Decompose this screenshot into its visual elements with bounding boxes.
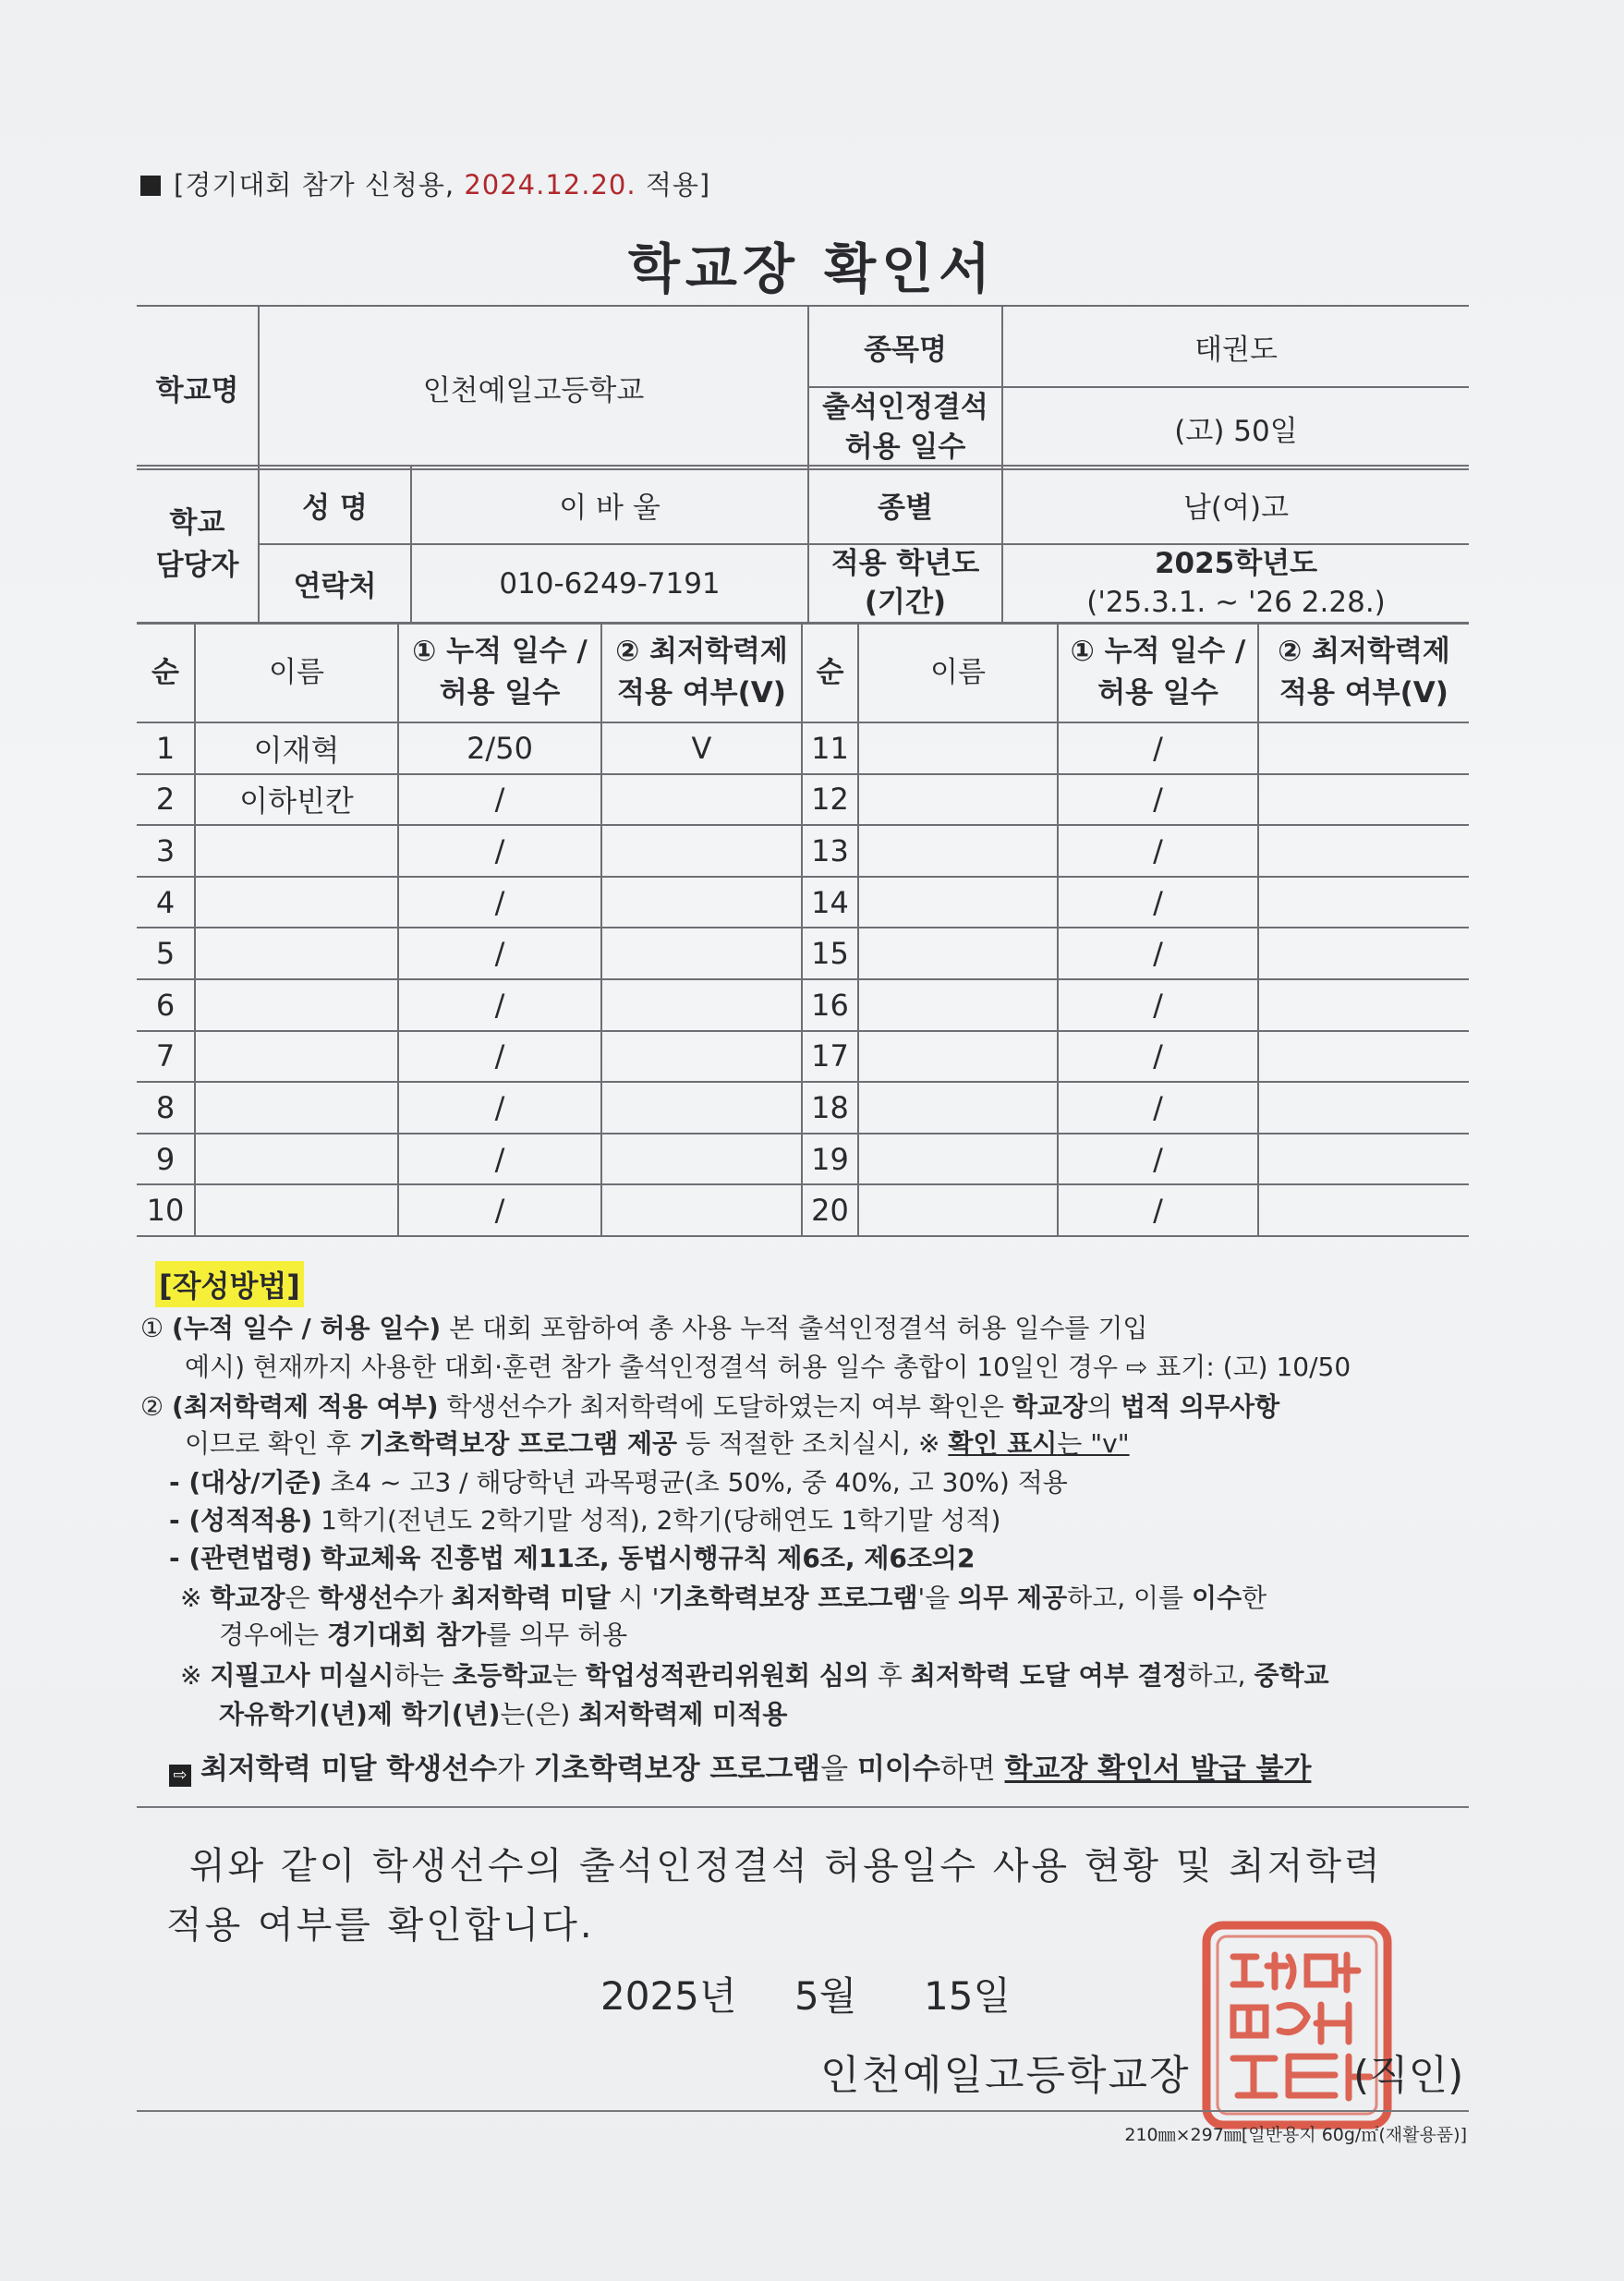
instruction-line-7: - (관련법령) 학교체육 진흥법 제11조, 동법시행규칙 제6조, 제6조의2: [169, 1543, 976, 1573]
table-row: [137, 774, 1469, 826]
roster-header-row: [137, 623, 1469, 722]
days-cell: /: [398, 928, 601, 979]
year-value: 2025학년도 ('25.3.1. ~ '26 2.28.): [1002, 544, 1469, 624]
row-no: 18: [802, 1082, 858, 1134]
principal-signature: 인천예일고등학교장: [820, 2052, 1191, 2099]
instruction-line-10: ※ 지필고사 미실시하는 초등학교는 학업성적관리위원회 심의 후 최저학력 도달 여부 결정하고, 중학교: [180, 1660, 1329, 1691]
instruction-line-6: - (성적적용) 1학기(전년도 2학기말 성적), 2학기(당해연도 1학기말 성적): [169, 1505, 1001, 1535]
check-cell: [1258, 1134, 1469, 1185]
row-no: 4: [137, 877, 195, 928]
days-cell: /: [1058, 825, 1258, 877]
table-row: [137, 1184, 1469, 1236]
date-day: 15일: [924, 1973, 1012, 2019]
school-info-table: [137, 305, 1469, 470]
instruction-line-11: 자유학기(년)제 학기(년)는(은) 최저학력제 미적용: [219, 1699, 788, 1729]
confirmation-line-2: 적용 여부를 확인합니다.: [166, 1904, 595, 1947]
year-label: 적용 학년도 (기간): [808, 544, 1002, 624]
application-note: [경기대회 참가 신청용, 2024.12.20. 적용]: [140, 164, 710, 202]
student-name: [858, 979, 1058, 1031]
check-cell: [1258, 1031, 1469, 1083]
student-name: [858, 825, 1058, 877]
student-name: [195, 877, 398, 928]
row-no: 6: [137, 979, 195, 1031]
check-cell: [1258, 825, 1469, 877]
header-no: 순: [137, 623, 195, 722]
days-cell: /: [398, 1082, 601, 1134]
student-name: [858, 774, 1058, 826]
check-cell: [1258, 1082, 1469, 1134]
student-name: [858, 1031, 1058, 1083]
date-year: 2025년: [600, 1973, 737, 2019]
instruction-line-4: 이므로 확인 후 기초학력보장 프로그램 제공 등 적절한 조치실시, ※ 확인 표시는 "v": [185, 1428, 1130, 1459]
row-no: 1: [137, 722, 195, 774]
school-name-value: 인천예일고등학교: [259, 306, 808, 469]
row-no: 2: [137, 774, 195, 826]
row-no: 20: [802, 1184, 858, 1236]
instruction-line-1: ① (누적 일수 / 허용 일수) 본 대회 포함하여 총 사용 누적 출석인정결석 허용 일수를 기입: [140, 1313, 1148, 1343]
days-cell: /: [1058, 1031, 1258, 1083]
check-cell: [601, 825, 802, 877]
paper-spec: 210㎜×297㎜[일반용지 60g/㎡(재활용품)]: [1124, 2125, 1467, 2145]
row-no: 10: [137, 1184, 195, 1236]
instruction-warning: ⇨ 최저학력 미달 학생선수가 기초학력보장 프로그램을 미이수하면 학교장 확인서 발급 불가: [169, 1751, 1311, 1788]
divider: [137, 2110, 1469, 2112]
table-row: [137, 1031, 1469, 1083]
days-cell: /: [1058, 1134, 1258, 1185]
student-name: 이재혁: [195, 722, 398, 774]
header-check: ② 최저학력제 적용 여부(V): [601, 623, 802, 722]
check-cell: [601, 1184, 802, 1236]
document-title: 학교장 확인서: [627, 237, 997, 300]
table-row: [137, 1134, 1469, 1185]
days-cell: /: [398, 877, 601, 928]
allowed-days-value: (고) 50일: [1002, 387, 1469, 469]
days-cell: /: [398, 774, 601, 826]
manager-name-value: 이 바 울: [411, 466, 808, 544]
row-no: 11: [802, 722, 858, 774]
allowed-days-label: 출석인정결석 허용 일수: [808, 387, 1002, 469]
row-no: 15: [802, 928, 858, 979]
row-no: 8: [137, 1082, 195, 1134]
check-cell: [601, 774, 802, 826]
student-name: [195, 825, 398, 877]
confirmation-line-1: 위와 같이 학생선수의 출석인정결석 허용일수 사용 현황 및 최저학력: [189, 1845, 1383, 1887]
days-cell: /: [398, 979, 601, 1031]
table-row: [137, 877, 1469, 928]
student-name: [858, 722, 1058, 774]
student-name: [195, 928, 398, 979]
square-bullet-icon: [140, 176, 161, 196]
student-name: [858, 928, 1058, 979]
check-cell: [601, 877, 802, 928]
gender-label: 종별: [808, 466, 1002, 544]
contact-label: 연락처: [259, 544, 411, 624]
arrow-box-icon: ⇨: [169, 1765, 191, 1787]
check-cell: [601, 928, 802, 979]
student-name: [195, 1031, 398, 1083]
row-no: 19: [802, 1134, 858, 1185]
days-cell: /: [1058, 1184, 1258, 1236]
student-name: [195, 1184, 398, 1236]
check-cell: [601, 1082, 802, 1134]
row-no: 17: [802, 1031, 858, 1083]
check-cell: [1258, 928, 1469, 979]
check-cell: [1258, 1184, 1469, 1236]
row-no: 13: [802, 825, 858, 877]
days-cell: /: [398, 1184, 601, 1236]
days-cell: /: [1058, 1082, 1258, 1134]
row-no: 14: [802, 877, 858, 928]
instruction-line-8: ※ 학교장은 학생선수가 최저학력 미달 시 '기초학력보장 프로그램'을 의무 제공하고, 이를 이수한: [180, 1583, 1267, 1613]
student-name: 이하빈칸: [195, 774, 398, 826]
sport-value: 태권도: [1002, 306, 1469, 387]
header-no: 순: [802, 623, 858, 722]
check-cell: [601, 1031, 802, 1083]
date-month: 5월: [794, 1973, 857, 2019]
student-name: [858, 877, 1058, 928]
divider: [137, 1806, 1469, 1808]
days-cell: /: [1058, 928, 1258, 979]
row-no: 16: [802, 979, 858, 1031]
days-cell: /: [1058, 722, 1258, 774]
student-name: [195, 979, 398, 1031]
row-no: 5: [137, 928, 195, 979]
days-cell: /: [398, 1031, 601, 1083]
instruction-line-3: ② (최저학력제 적용 여부) 학생선수가 최저학력에 도달하였는지 여부 확인은 학교장의 법적 의무사항: [140, 1391, 1280, 1422]
check-cell: [1258, 774, 1469, 826]
student-name: [195, 1082, 398, 1134]
row-no: 7: [137, 1031, 195, 1083]
student-name: [195, 1134, 398, 1185]
table-row: [137, 928, 1469, 979]
header-check: ② 최저학력제 적용 여부(V): [1258, 623, 1469, 722]
note-date: 2024.12.20.: [464, 169, 636, 200]
check-cell: [601, 1134, 802, 1185]
student-name: [858, 1184, 1058, 1236]
sport-label: 종목명: [808, 306, 1002, 387]
days-cell: /: [1058, 877, 1258, 928]
school-name-label: 학교명: [137, 306, 259, 469]
check-cell: V: [601, 722, 802, 774]
table-row: [137, 825, 1469, 877]
student-roster-table: [137, 622, 1469, 1237]
days-cell: /: [398, 1134, 601, 1185]
student-name: [858, 1082, 1058, 1134]
row-no: 3: [137, 825, 195, 877]
header-name: 이름: [195, 623, 398, 722]
seal-note: (직인): [1353, 2052, 1464, 2099]
manager-info-table: [137, 465, 1469, 625]
check-cell: [1258, 722, 1469, 774]
header-days: ① 누적 일수 / 허용 일수: [1058, 623, 1258, 722]
instruction-line-2: 예시) 현재까지 사용한 대회·훈련 참가 출석인정결석 허용 일수 총합이 10일인 경우 ⇨ 표기: (고) 10/50: [185, 1352, 1351, 1382]
days-cell: /: [1058, 979, 1258, 1031]
instructions-title: [작성방법]: [155, 1261, 304, 1307]
student-name: [858, 1134, 1058, 1185]
table-row: [137, 979, 1469, 1031]
manager-label: 학교 담당자: [137, 466, 259, 624]
row-no: 12: [802, 774, 858, 826]
check-cell: [1258, 877, 1469, 928]
row-no: 9: [137, 1134, 195, 1185]
name-label: 성 명: [259, 466, 411, 544]
gender-value: 남(여)고: [1002, 466, 1469, 544]
check-cell: [601, 979, 802, 1031]
instruction-line-5: - (대상/기준) 초4 ~ 고3 / 해당학년 과목평균(초 50%, 중 40%, 고 30%) 적용: [169, 1467, 1068, 1498]
table-row: [137, 1082, 1469, 1134]
header-name: 이름: [858, 623, 1058, 722]
header-days: ① 누적 일수 / 허용 일수: [398, 623, 601, 722]
instruction-line-9: 경우에는 경기대회 참가를 의무 허용: [219, 1620, 628, 1650]
days-cell: 2/50: [398, 722, 601, 774]
days-cell: /: [1058, 774, 1258, 826]
contact-value: 010-6249-7191: [411, 544, 808, 624]
days-cell: /: [398, 825, 601, 877]
check-cell: [1258, 979, 1469, 1031]
table-row: [137, 722, 1469, 774]
